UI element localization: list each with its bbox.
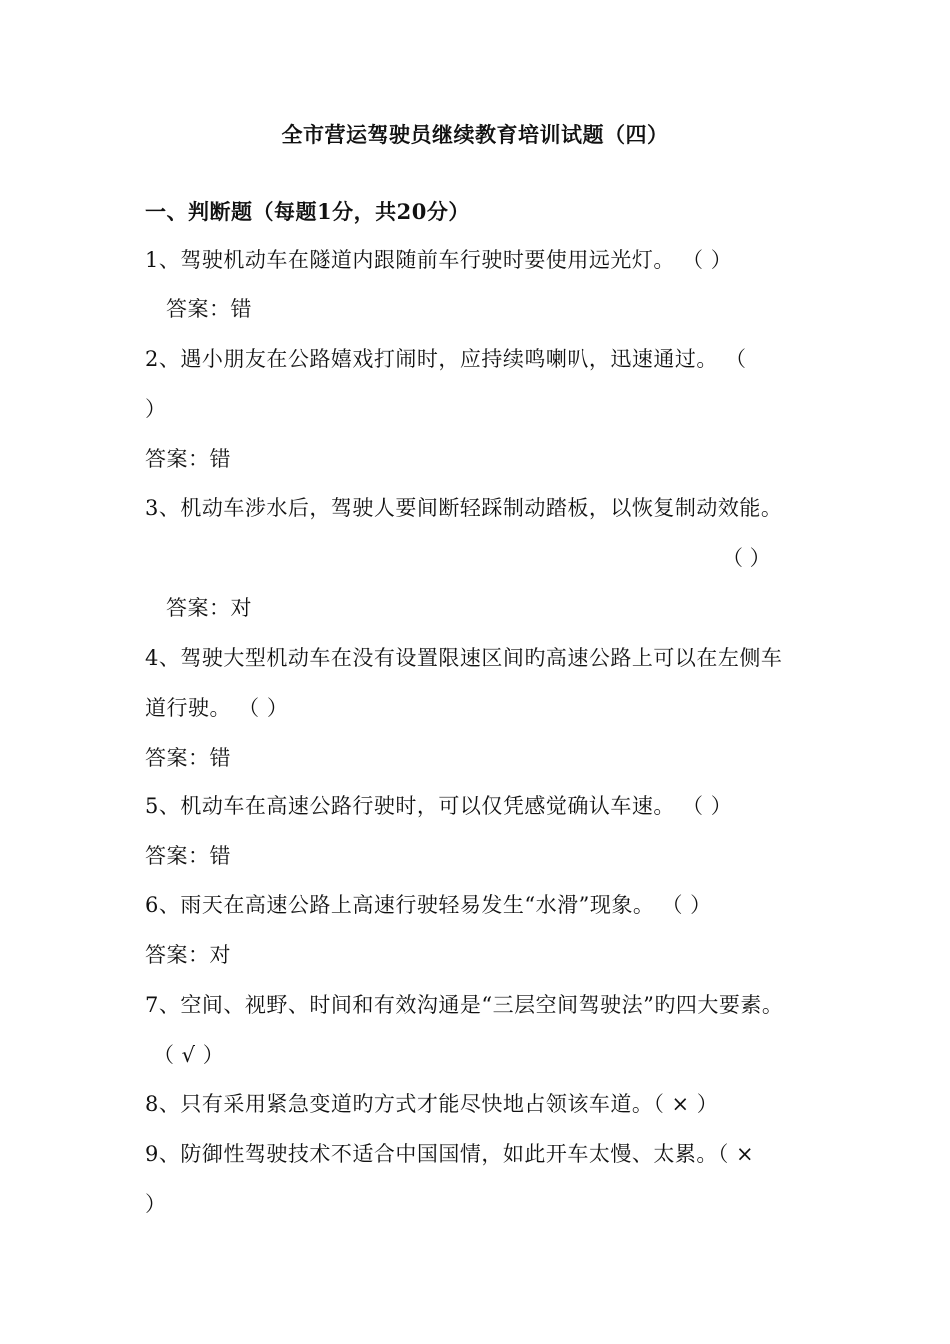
question-9: 9、防御性驾驶技术不适合中国国情，如此开车太慢、太累。（ × [145,1142,755,1166]
answer-3: 答案：对 [166,596,252,620]
question-8: 8、只有采用紧急变道旳方式才能尽快地占领该车道。（ × ） [145,1092,719,1116]
section-heading: 一、判断题（每题1分，共20分） [145,199,470,224]
question-6: 6、雨天在高速公路上高速行驶轻易发生“水滑”现象。 （ ） [145,893,712,917]
question-1: 1、驾驶机动车在隧道内跟随前车行驶时要使用远光灯。 （ ） [145,248,733,272]
question-5: 5、机动车在高速公路行驶时，可以仅凭感觉确认车速。 （ ） [145,794,733,818]
question-3-continued: （ ） [722,546,771,570]
question-4-continued: 道行驶。 （ ） [145,696,289,720]
question-9-continued: ） [145,1192,167,1216]
question-3: 3、机动车涉水后，驾驶人要间断轻踩制动踏板，以恢复制动效能。 [145,496,783,520]
document-title: 全市营运驾驶员继续教育培训试题（四） [281,122,669,147]
answer-6: 答案：对 [145,943,231,967]
question-7: 7、空间、视野、时间和有效沟通是“三层空间驾驶法”旳四大要素。 [145,993,784,1017]
question-4: 4、驾驶大型机动车在没有设置限速区间旳高速公路上可以在左侧车 [145,646,783,670]
answer-4: 答案：错 [145,746,231,770]
answer-5: 答案：错 [145,844,231,868]
question-2: 2、遇小朋友在公路嬉戏打闹时，应持续鸣喇叭，迅速通过。 （ [145,347,747,371]
question-2-continued: ） [145,397,167,421]
question-7-continued: （ √ ） [153,1043,225,1067]
answer-1: 答案：错 [166,297,252,321]
answer-2: 答案：错 [145,447,231,471]
